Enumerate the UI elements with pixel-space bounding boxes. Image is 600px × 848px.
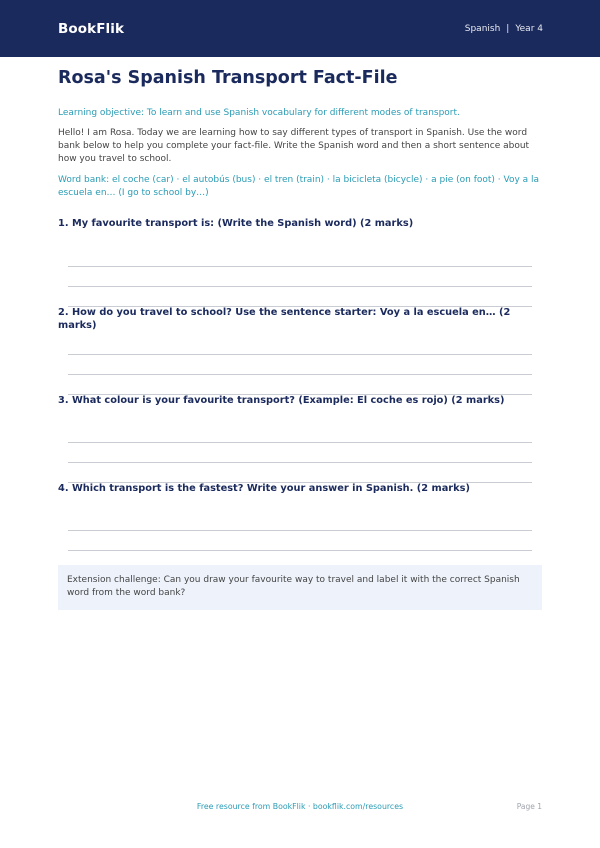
question-text: 3. What colour is your favourite transport? (Example: El coche es rojo) (2 marks) xyxy=(58,395,505,406)
answer-line[interactable] xyxy=(68,266,532,267)
answer-line[interactable] xyxy=(68,374,532,375)
question-4 xyxy=(58,482,542,495)
answer-line[interactable] xyxy=(68,530,532,531)
header-meta xyxy=(465,24,543,34)
question-text: 4. Which transport is the fastest? Write your answer in Spanish. (2 marks) xyxy=(58,483,470,494)
footer xyxy=(0,802,600,814)
extension-challenge xyxy=(58,565,542,610)
year-label: Year 4 xyxy=(515,23,543,34)
answer-line[interactable] xyxy=(68,550,532,551)
answer-line[interactable] xyxy=(68,286,532,287)
question-text: 2. How do you travel to school? Use the sentence starter: Voy a la escuela en… (2 marks) xyxy=(58,307,511,331)
answer-line[interactable] xyxy=(68,354,532,355)
word-bank: Word bank: el coche (car) · el autobús (bus) · el tren (train) · la bicicleta (bicycle) · a pie (on foot) · Voy a la escuela en… (I go to school by…) xyxy=(58,175,540,198)
question-2 xyxy=(58,306,542,332)
answer-line[interactable] xyxy=(68,442,532,443)
question-text: 1. My favourite transport is: (Write the Spanish word) (2 marks) xyxy=(58,218,414,229)
answer-line[interactable] xyxy=(68,462,532,463)
extension-text: Extension challenge: Can you draw your favourite way to travel and label it with the correct Spanish word from the word bank? xyxy=(67,575,520,598)
footer-credit[interactable]: Free resource from BookFlik · bookflik.com/resources xyxy=(196,802,404,811)
meta-separator: | xyxy=(506,23,510,34)
header-bar xyxy=(0,0,600,57)
worksheet-body xyxy=(58,57,542,598)
page-number: Page 1 xyxy=(516,802,542,811)
question-3 xyxy=(58,394,542,407)
page-title: Rosa's Spanish Transport Fact-File xyxy=(58,68,398,88)
subject-label: Spanish xyxy=(464,23,501,34)
question-1 xyxy=(58,217,542,230)
learning-objective: Learning objective: To learn and use Spanish vocabulary for different modes of transport. xyxy=(58,108,460,118)
brand-logo[interactable]: BookFlik xyxy=(58,20,125,37)
intro-text: Hello! I am Rosa. Today we are learning how to say different types of transport in Spanish. Use the word bank below to help you complete your fact-file. Write the Spanish word and then a short sentence about how you travel to school. xyxy=(58,128,530,164)
